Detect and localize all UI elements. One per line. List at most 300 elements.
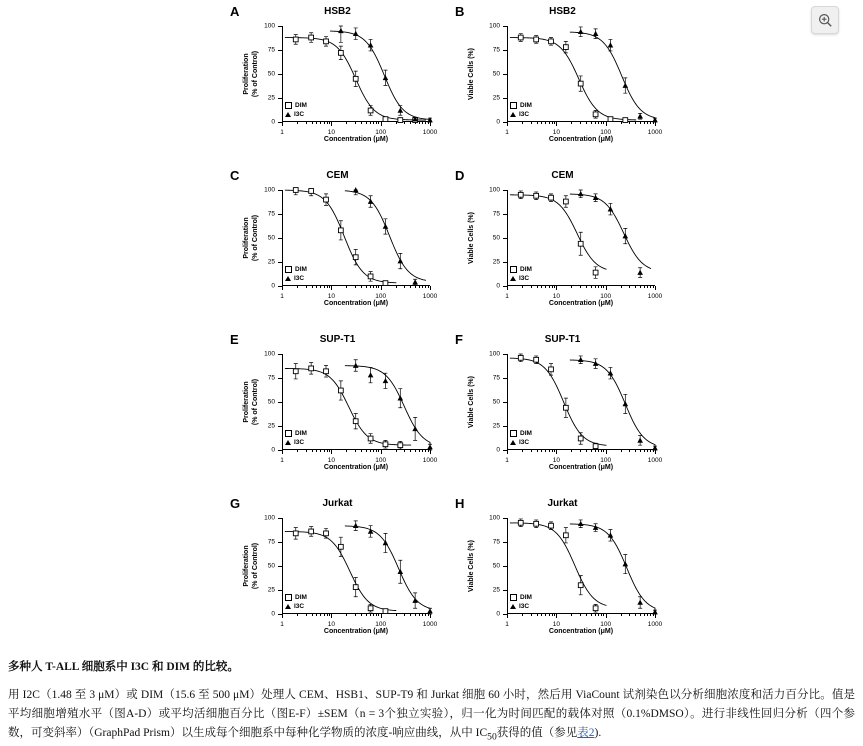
zoom-in-glyph [818,13,833,28]
x-tick-minor [361,614,362,616]
y-tick-label: 25 [267,258,275,266]
data-point-dim [368,108,373,113]
x-tick-minor [355,286,356,288]
x-tick-minor [601,286,602,288]
x-tick [327,286,335,300]
x-tick-minor [378,286,379,288]
curve-dim [510,195,607,269]
caption-body [8,686,855,746]
legend-item-dim [285,593,307,602]
x-tick-minor [647,450,648,452]
x-tick-minor [297,122,298,124]
x-tick-minor [419,286,420,288]
x-tick-minor [373,286,374,288]
x-tick-minor [306,286,307,288]
x-tick-minor [297,614,298,616]
open-square-icon [285,266,292,273]
y-tick-label: 75 [492,46,500,54]
x-tick-minor [629,614,630,616]
x-tick-label: 100 [600,457,612,464]
x-tick [600,122,612,136]
y-tick-label: 50 [492,398,500,406]
data-point-dim [338,50,343,55]
data-point-i3c [368,372,374,377]
x-tick-minor [346,614,347,616]
x-tick-minor [312,450,313,452]
curve-i3c [345,191,426,281]
x-tick-minor [650,286,651,288]
x-tick-minor [653,286,654,288]
x-tick-minor [320,450,321,452]
data-point-dim [368,436,373,441]
x-tick-minor [541,122,542,124]
open-square-icon [285,594,292,601]
x-tick-minor [361,450,362,452]
x-tick-minor [603,122,604,124]
x-tick-minor [629,286,630,288]
x-axis-label: Concentration (μM) [323,628,389,635]
data-point-dim [324,369,329,374]
data-point-i3c [593,195,599,200]
x-tick-minor [591,122,592,124]
data-point-i3c [578,191,584,196]
x-tick-minor [522,614,523,616]
x-tick-minor [571,450,572,452]
legend-item-dim [285,429,307,438]
data-point-dim [608,117,613,122]
x-tick-minor [329,450,330,452]
x-tick-label: 1000 [422,293,438,300]
x-tick-minor [370,450,371,452]
x-tick-minor [346,450,347,452]
legend-item-dim [510,265,532,274]
y-tick-label: 0 [496,282,500,290]
legend [510,593,532,611]
x-tick-label: 100 [375,293,387,300]
x-tick-label: 1 [505,293,509,300]
x-tick-minor [370,614,371,616]
data-point-i3c [622,233,628,238]
y-tick-label: 25 [492,94,500,102]
data-point-dim [293,188,298,193]
open-square-icon [510,102,517,109]
x-tick [505,614,509,628]
x-tick-minor [603,286,604,288]
panel-letter: D [455,168,465,183]
x-tick [422,450,438,464]
plot-area [489,22,663,136]
x-tick-minor [355,614,356,616]
x-tick-label: 1000 [647,293,663,300]
y-axis-label: Proliferation (% of Control) [243,378,259,426]
panel-letter: F [455,332,463,347]
x-tick-minor [595,122,596,124]
data-point-dim [293,37,298,42]
y-axis-label: Viable Cells (%) [468,212,475,265]
x-tick-minor [601,450,602,452]
x-tick [375,614,387,628]
data-point-dim [309,366,314,371]
x-tick-minor [647,286,648,288]
x-tick-label: 100 [600,293,612,300]
x-tick-minor [355,122,356,124]
x-tick-minor [422,614,423,616]
x-tick-minor [346,286,347,288]
data-point-i3c [637,600,643,605]
data-point-dim [353,585,358,590]
x-tick-minor [327,614,328,616]
x-tick [375,122,387,136]
x-tick-label: 1000 [647,621,663,628]
y-tick-label: 25 [267,94,275,102]
x-tick-minor [419,122,420,124]
data-point-dim [518,35,523,40]
x-tick [505,286,509,300]
chart-panel-c [230,168,445,323]
x-tick-minor [410,614,411,616]
x-tick-minor [312,614,313,616]
y-tick-label: 25 [267,586,275,594]
x-tick [280,286,284,300]
x-tick-minor [404,286,405,288]
x-tick-minor [297,286,298,288]
data-point-i3c [353,31,359,36]
x-tick-minor [327,286,328,288]
x-tick-minor [537,614,538,616]
data-point-dim [593,270,598,275]
x-tick [327,614,335,628]
legend-item-i3c [285,274,307,283]
x-tick-minor [378,614,379,616]
x-tick-minor [425,614,426,616]
open-square-icon [510,266,517,273]
y-axis-label: Proliferation (% of Control) [243,542,259,590]
data-point-i3c [353,523,359,528]
y-axis-label: Viable Cells (%) [468,376,475,429]
x-tick-minor [621,450,622,452]
legend-label: DIM [520,102,532,109]
y-tick-label: 75 [267,210,275,218]
panel-title: HSB2 [549,6,576,17]
x-tick-minor [396,614,397,616]
legend-label: I3C [294,439,305,446]
x-tick-minor [410,286,411,288]
x-tick-minor [297,450,298,452]
legend [510,101,532,119]
y-tick-label: 75 [492,210,500,218]
legend-item-dim [510,429,532,438]
y-tick-label: 100 [264,186,275,194]
x-tick-minor [329,122,330,124]
x-tick-minor [635,286,636,288]
data-point-i3c [622,561,628,566]
x-tick-minor [552,450,553,452]
caption-title: 多种人 T-ALL 细胞系中 I3C 和 DIM 的比较。 [8,661,239,673]
x-tick-minor [324,286,325,288]
x-tick [647,614,663,628]
filled-triangle-icon [285,440,291,445]
x-tick-minor [598,122,599,124]
x-tick-label: 10 [552,621,560,628]
legend-item-i3c [510,110,532,119]
y-tick-label: 50 [492,234,500,242]
data-point-dim [353,76,358,81]
legend-label: DIM [295,102,307,109]
x-tick-minor [598,614,599,616]
x-tick [422,122,438,136]
x-tick-minor [601,122,602,124]
data-point-i3c [338,28,344,33]
x-tick-label: 1000 [647,129,663,136]
data-point-i3c [383,75,389,80]
filled-triangle-icon [510,604,516,609]
x-tick-minor [324,614,325,616]
data-point-dim [534,37,539,42]
x-tick-minor [376,286,377,288]
panel-title: Jurkat [547,498,578,509]
data-point-i3c [427,608,433,613]
data-point-dim [593,112,598,117]
plot-area [489,514,663,628]
x-tick-minor [621,286,622,288]
x-tick-minor [531,450,532,452]
data-point-dim [309,189,314,194]
x-tick-minor [415,286,416,288]
x-tick-minor [366,122,367,124]
filled-triangle-icon [285,112,291,117]
data-point-dim [518,520,523,525]
legend-item-i3c [285,438,307,447]
x-tick [375,450,387,464]
data-point-dim [593,606,598,611]
x-tick-label: 1000 [647,457,663,464]
x-tick-label: 100 [375,457,387,464]
data-point-dim [353,419,358,424]
x-tick-minor [428,286,429,288]
x-tick-minor [410,122,411,124]
x-tick-minor [554,122,555,124]
x-tick-minor [376,614,377,616]
x-tick-minor [629,122,630,124]
legend-label: DIM [520,594,532,601]
panel-letter: A [230,4,240,19]
x-tick-minor [320,122,321,124]
data-point-dim [324,197,329,202]
data-point-dim [534,193,539,198]
x-tick-minor [644,614,645,616]
legend-label: I3C [294,275,305,282]
y-tick-label: 0 [496,118,500,126]
legend-item-dim [510,101,532,110]
x-tick-minor [537,450,538,452]
legend [285,429,307,447]
x-tick-minor [396,122,397,124]
y-tick-label: 0 [271,446,275,454]
chart-panel-d [455,168,670,323]
x-tick-label: 1 [280,457,284,464]
data-point-dim [549,39,554,44]
x-axis-label: Concentration (μM) [548,300,614,307]
caption-text-part2: 获得的值（参见 [496,727,578,739]
x-tick [327,450,335,464]
legend-label: I3C [519,439,530,446]
x-tick-minor [404,450,405,452]
x-tick-minor [554,286,555,288]
x-axis-label: Concentration (μM) [548,136,614,143]
legend-label: DIM [520,266,532,273]
x-tick-minor [603,614,604,616]
x-tick-label: 1 [280,293,284,300]
x-tick-minor [425,122,426,124]
x-tick-minor [549,122,550,124]
y-tick-label: 25 [492,422,500,430]
x-tick-label: 10 [327,293,335,300]
legend [285,101,307,119]
y-tick-label: 0 [496,446,500,454]
legend-label: I3C [519,111,530,118]
y-tick-label: 50 [267,234,275,242]
x-tick-minor [545,122,546,124]
plot-area [489,350,663,464]
x-tick-minor [549,286,550,288]
data-point-i3c [637,270,643,275]
legend-item-i3c [510,274,532,283]
x-tick-minor [531,286,532,288]
panel-title: Jurkat [322,498,353,509]
x-tick-minor [591,286,592,288]
x-tick-minor [586,122,587,124]
data-point-dim [623,118,628,123]
panel-title: HSB2 [324,6,351,17]
x-tick-minor [571,122,572,124]
data-point-dim [338,544,343,549]
data-point-i3c [578,521,584,526]
chart-panel-h [455,496,670,651]
filled-triangle-icon [285,604,291,609]
x-tick [647,450,663,464]
x-tick [422,614,438,628]
y-axis-label: Proliferation (% of Control) [243,50,259,98]
x-tick-minor [316,450,317,452]
x-tick [552,122,560,136]
caption-table-link[interactable]: 表2 [577,727,595,739]
data-point-i3c [412,426,418,431]
legend-item-dim [285,265,307,274]
x-tick-minor [373,122,374,124]
x-tick-minor [635,450,636,452]
x-tick-minor [320,614,321,616]
open-square-icon [510,430,517,437]
x-tick-minor [591,614,592,616]
x-tick-minor [647,614,648,616]
x-tick-minor [554,614,555,616]
x-tick-minor [598,450,599,452]
data-point-dim [324,39,329,44]
x-tick [280,122,284,136]
x-axis-label: Concentration (μM) [548,464,614,471]
x-tick-minor [595,286,596,288]
y-tick-label: 100 [489,514,500,522]
x-tick-label: 1 [505,457,509,464]
y-axis-label: Viable Cells (%) [468,540,475,593]
x-tick-minor [306,450,307,452]
x-tick-minor [552,614,553,616]
x-tick-minor [346,122,347,124]
x-tick-minor [329,286,330,288]
x-tick [505,122,509,136]
x-tick-label: 1000 [422,457,438,464]
panel-letter: H [455,496,465,511]
zoom-in-icon[interactable] [811,6,839,34]
data-point-i3c [397,569,403,574]
x-tick-minor [522,450,523,452]
data-point-dim [563,45,568,50]
x-tick-label: 10 [327,457,335,464]
data-point-dim [368,606,373,611]
x-tick-minor [621,614,622,616]
x-tick-minor [580,122,581,124]
x-tick-minor [601,614,602,616]
data-point-dim [368,274,373,279]
data-point-dim [518,192,523,197]
x-tick-label: 10 [327,621,335,628]
data-point-dim [593,444,598,449]
x-tick-label: 1 [505,129,509,136]
x-tick-minor [404,614,405,616]
plot-area [264,514,438,628]
panel-letter: E [230,332,239,347]
data-point-i3c [383,224,389,229]
x-tick-minor [621,122,622,124]
x-tick [327,122,335,136]
x-tick-label: 1000 [422,129,438,136]
x-tick-minor [531,122,532,124]
x-tick-minor [316,122,317,124]
y-tick-label: 0 [271,118,275,126]
x-tick-minor [410,450,411,452]
y-tick-label: 0 [271,610,275,618]
x-tick-minor [422,286,423,288]
x-tick-minor [537,122,538,124]
x-tick-minor [366,450,367,452]
y-tick-label: 50 [267,398,275,406]
x-tick [552,286,560,300]
data-point-dim [578,583,583,588]
y-tick-label: 0 [496,610,500,618]
x-tick [552,450,560,464]
data-point-dim [383,281,388,286]
legend [285,265,307,283]
x-tick-label: 10 [552,129,560,136]
curve-i3c [345,366,430,446]
data-point-i3c [353,363,359,368]
legend-item-i3c [510,602,532,611]
x-tick [552,614,560,628]
x-tick-label: 10 [327,129,335,136]
chart-panel-a [230,4,445,159]
x-tick-minor [312,286,313,288]
data-point-i3c [397,395,403,400]
data-point-i3c [578,29,584,34]
chart-panel-e [230,332,445,487]
data-point-i3c [427,444,433,449]
x-tick-minor [373,614,374,616]
data-point-dim [383,117,388,122]
chart-panel-g [230,496,445,651]
x-tick-minor [635,122,636,124]
x-tick-minor [640,450,641,452]
panel-title: SUP-T1 [319,334,356,345]
